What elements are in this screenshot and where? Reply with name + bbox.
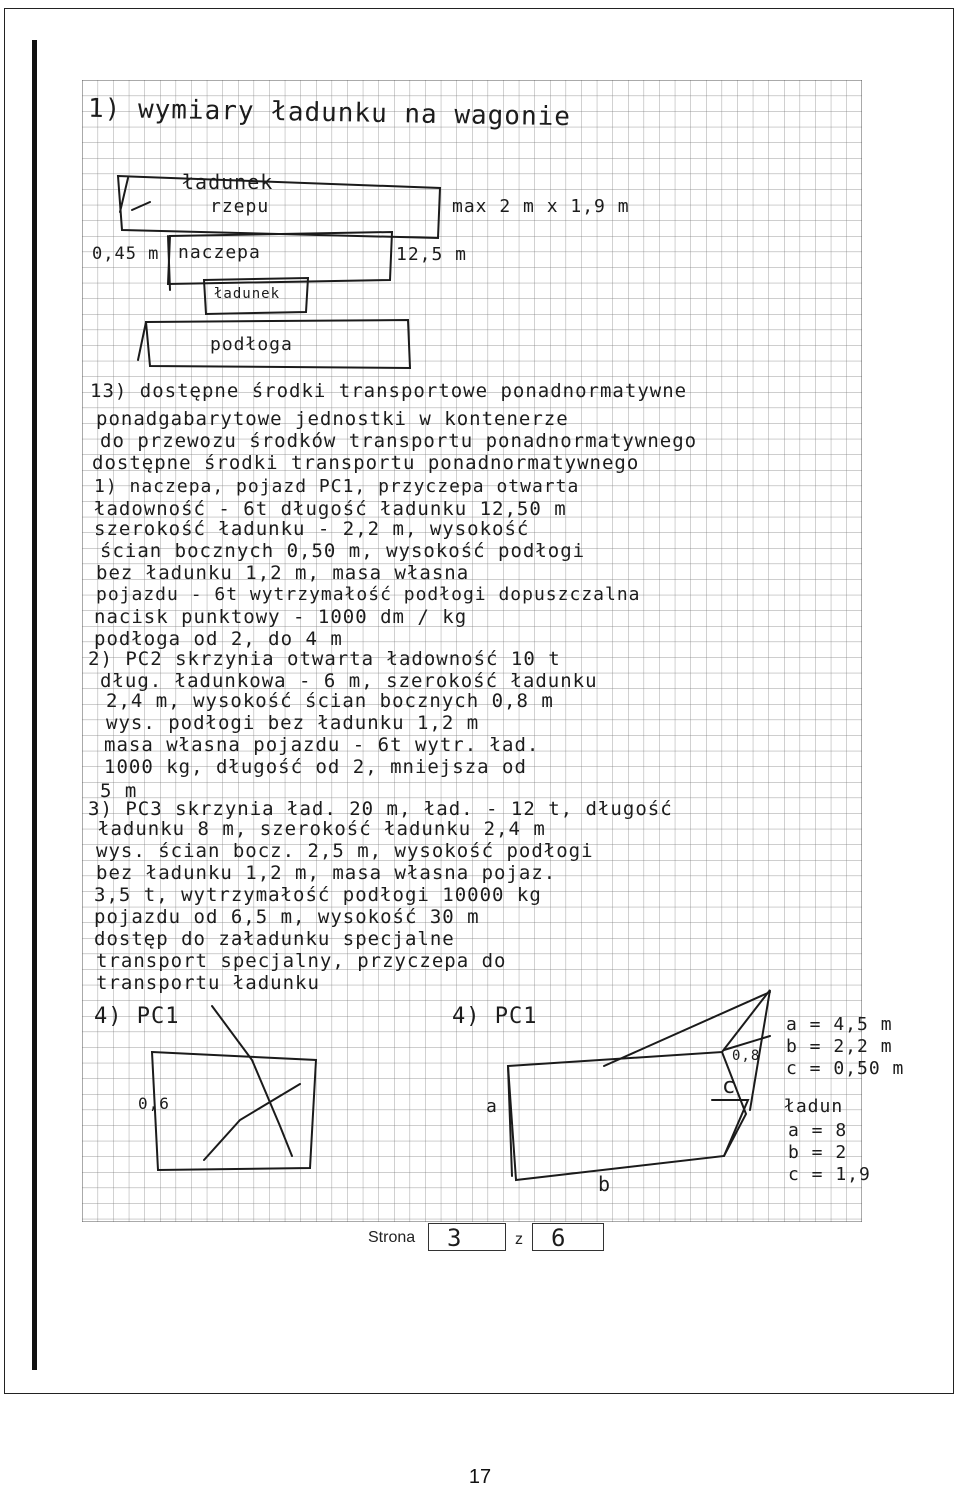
legend-line: c = 0,50 m: [786, 1058, 905, 1079]
legend-line: ładun: [784, 1096, 844, 1117]
sketch-left-label: 4) PC1: [94, 1004, 180, 1029]
handwritten-title: 1) wymiary ładunku na wagonie: [87, 93, 572, 133]
legend-line: a = 4,5 m: [786, 1014, 893, 1035]
text-line: 2) PC2 skrzynia otwarta ładowność 10 t: [88, 648, 561, 670]
text-line: 5 m: [100, 780, 138, 802]
sketch-left-side: 0,6: [138, 1094, 170, 1113]
dimension-mid: 12,5 m: [396, 244, 468, 265]
text-line: 1000 kg, długość od 2, mniejsza od: [104, 756, 527, 778]
total-pages-value: 6: [551, 1224, 566, 1252]
text-line: 1) naczepa, pojazd PC1, przyczepa otwarta: [94, 476, 580, 497]
text-line: bez ładunku 1,2 m, masa własna pojaz.: [96, 862, 557, 884]
text-line: pojazdu - 6t wytrzymałość podłogi dopuszczalna: [96, 584, 641, 605]
text-line: nacisk punktowy - 1000 dm / kg: [94, 606, 468, 628]
sketch-right-inner: 0,8: [732, 1048, 761, 1064]
trailer-label: naczepa: [178, 242, 261, 263]
box-top-label-2: rzepu: [210, 196, 270, 217]
text-line: masa własna pojazdu - 6t wytr. ład.: [104, 734, 540, 756]
text-line: dostęp do załadunku specjalne: [94, 928, 455, 950]
text-line: transportu ładunku: [96, 972, 320, 994]
floor-label: podłoga: [210, 334, 293, 355]
text-line: bez ładunku 1,2 m, masa własna: [96, 562, 470, 584]
current-page-box: [428, 1223, 506, 1251]
text-line: dostępne środki transportu ponadnormatywnego: [92, 452, 640, 474]
text-line: 3) PC3 skrzynia ład. 20 m, ład. - 12 t, długość: [88, 798, 673, 820]
dimension-left: 0,45 m: [92, 244, 160, 264]
legend-line: a = 8: [788, 1120, 848, 1141]
page-label: Strona: [368, 1229, 416, 1246]
small-box-label: ładunek: [214, 286, 281, 302]
text-line: szerokość ładunku - 2,2 m, wysokość: [94, 518, 530, 540]
text-line: ponadgabarytowe jednostki w kontenerze: [96, 408, 569, 430]
text-line: wys. ścian bocz. 2,5 m, wysokość podłogi: [96, 840, 594, 862]
dimension-top: max 2 m x 1,9 m: [452, 196, 630, 217]
total-pages-box: [532, 1223, 604, 1251]
text-line: podłoga od 2, do 4 m: [94, 628, 343, 650]
legend-line: b = 2: [788, 1142, 848, 1163]
text-line: 2,4 m, wysokość ścian bocznych 0,8 m: [106, 690, 554, 712]
text-line: dług. ładunkowa - 6 m, szerokość ładunku: [100, 670, 598, 692]
text-line: wys. podłogi bez ładunku 1,2 m: [106, 712, 480, 734]
text-line: ładunku 8 m, szerokość ładunku 2,4 m: [98, 818, 546, 840]
document-page-number: 17: [468, 1466, 492, 1488]
legend-line: c = 1,9: [788, 1164, 871, 1185]
sketch-right-bottom: b: [598, 1172, 612, 1196]
sketch-right-side: a: [486, 1096, 498, 1117]
text-line: 3,5 t, wytrzymałość podłogi 10000 kg: [94, 884, 542, 906]
text-line: do przewozu środków transportu ponadnormatywnego: [100, 430, 698, 452]
box-top-label: ładunek: [182, 170, 274, 194]
current-page-value: 3: [447, 1224, 462, 1252]
text-line: ładowność - 6t długość ładunku 12,50 m: [94, 498, 567, 520]
text-line: transport specjalny, przyczepa do: [96, 950, 507, 972]
text-line: 13) dostępne środki transportowe ponadnormatywne: [90, 380, 688, 402]
sketch-right-corner: c: [722, 1074, 737, 1099]
text-line: pojazdu od 6,5 m, wysokość 30 m: [94, 906, 480, 928]
text-line: ścian bocznych 0,50 m, wysokość podłogi: [100, 540, 586, 562]
page-separator: z: [515, 1231, 523, 1248]
legend-line: b = 2,2 m: [786, 1036, 893, 1057]
sketch-right-label: 4) PC1: [452, 1004, 538, 1029]
